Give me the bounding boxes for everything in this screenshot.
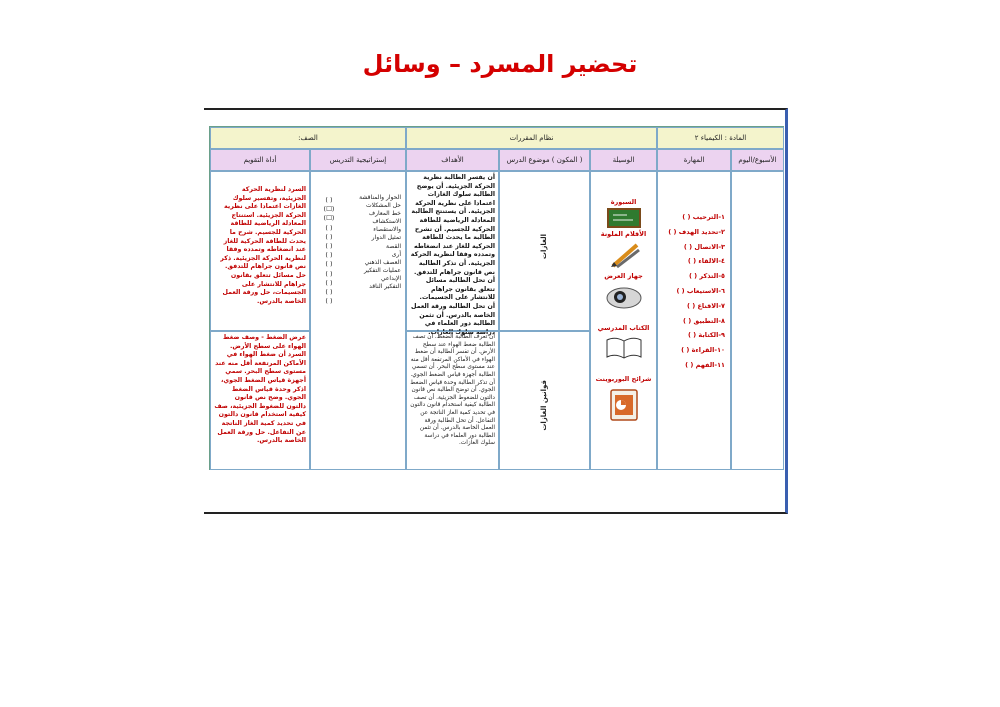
col-lesson-label: ( المكون ) موضوع الدرس: [506, 156, 583, 164]
col-week-day: [731, 149, 784, 171]
skill-item: ٧-الاقناع ( ): [687, 301, 725, 310]
strategy-checkbox[interactable]: ( ): [325, 260, 333, 269]
strategy-checkbox[interactable]: ( ): [325, 269, 333, 278]
strategy-item: العصف الذهني: [364, 258, 401, 266]
strategy-item: التفكير الناقد: [369, 283, 401, 291]
col-skill: [657, 149, 731, 171]
col-skill-label: المهارة: [683, 156, 705, 164]
col-lesson: [499, 149, 590, 171]
objectives-row1: أن يفسر الطالبة نظرية الحركة الجزيئية. أن يوضح الطالبة سلوك الغازات اعتمادا على نظرية الحركة الجزيئية. أن يستنتج الطالبة المعادلة الرياضية للطاقة الحركية للجسيم. أن تشرح الطالبة ما يحدث للطاقة الحركية للغاز عند انضغاطه وتمدده وفقا لنظرية الحركة الجزيئية. أن تذكر الطالبة نص قانون جراهام للتدفق. أن تحل الطالبة مسائل تتعلق بقانون جراهام للانتشار على الجسيمات. أن تحل الطالبة ورقة العمل الخاصة بالدرس. أن تثمن الطالبة دور العلماء في دراسة سلوك الغازات.: [406, 171, 499, 331]
skill-item: ٩-الكتابة ( ): [687, 331, 725, 340]
tool-blackboard-label: السبورة: [610, 198, 637, 206]
strategy-item: عمليات التفكير: [363, 266, 401, 274]
strategy-checkbox[interactable]: ( ): [325, 196, 333, 204]
strategy-item: خط المعارف: [368, 210, 401, 218]
tool-slides-label: شرائح البوربوينت: [595, 375, 652, 383]
strategy-item: القصة: [386, 242, 401, 250]
strategy-item: أرى: [391, 250, 401, 258]
assessment-row2: عرض الضغط - وصف ضغط الهواء على سطح الأرض. السرد أن ضغط الهواء في الأماكن المرتفعة أقل منه عند مستوى سطح البحر. سمي أجهزة قياس الضغط الجوي، اذكر وحدة قياس الضغط الجوي. وضح نص قانون دالتون للضغوط الجزيئية، صف كيفية استخدام قانون دالتون في تحديد كمية الغاز الناتجة عن التفاعل. حل ورقة العمل الخاصة بالدرس.: [210, 331, 310, 470]
strategy-checkbox[interactable]: ( ): [325, 278, 333, 287]
strategy-checkbox[interactable]: ( ): [325, 242, 333, 251]
strategy-cell: [310, 171, 406, 470]
strategy-checkbox[interactable]: ( ): [325, 251, 333, 260]
skill-item: ٨-التطبيق ( ): [683, 316, 725, 325]
col-objectives-label: الأهداف: [441, 156, 464, 164]
col-strategy-label: إستراتيجية التدريس: [329, 156, 387, 164]
subject-header: [657, 127, 784, 149]
skill-item: ١٠-القراءة ( ): [681, 346, 725, 355]
grade-header: [210, 127, 406, 149]
col-week-day-label: الأسبوع/اليوم: [738, 156, 777, 164]
skill-item: ٦-الاستيعاب ( ): [676, 286, 725, 295]
tool-markers-label: الأقلام الملونة: [600, 230, 647, 238]
subject-label: المادة : الكيمياء ٢: [694, 134, 747, 142]
strategy-checkbox[interactable]: (☐): [323, 205, 335, 214]
pencils-icon: [609, 242, 641, 268]
strategy-item: الاستكشاف: [372, 218, 401, 226]
skill-item: ٤-الالقاء ( ): [687, 257, 725, 266]
skill-item: ١-الترحيب ( ): [682, 213, 725, 221]
lesson-cell-row2: [499, 331, 590, 470]
book-icon: [605, 334, 643, 360]
tool-textbook-label: الكتاب المدرسي: [597, 324, 650, 332]
strategy-item: الإبداعي: [380, 274, 401, 282]
lesson-cell-row1: [499, 171, 590, 331]
lesson-plan-table: [209, 126, 784, 470]
col-strategy: [310, 149, 406, 171]
powerpoint-icon: [608, 388, 640, 422]
lesson-title: قوانين الغازات: [540, 380, 548, 431]
strategy-item: حل المشكلات: [365, 202, 401, 210]
strategy-item: الحوار والمناقشة: [359, 194, 401, 201]
unit-header: [406, 127, 657, 149]
page-title: تحضير المسرد – وسائل: [362, 50, 638, 78]
objectives-row2: أن تعرف الطالبة الضغط. أن تصف الطالبة ضغط الهواء عند سطح الأرض. أن تفسر الطالبة أن ضغط الهواء في الأماكن المرتفعة أقل منه عند مستوى سطح البحر. أن تسمي الطالبة أجهزة قياس الضغط الجوي. أن تذكر الطالبة وحدة قياس الضغط الجوي. أن توضح الطالبة نص قانون دالتون للضغوط الجزيئية. أن تصف الطالبة كيفية استخدام قانون دالتون في تحديد كمية الغاز الناتجة عن التفاعل. أن تحل الطالبة ورقة العمل الخاصة بالدرس. أن تثمن الطالبة دور العلماء في دراسة سلوك الغازات.: [406, 331, 499, 470]
col-tools-label: الوسيلة: [612, 156, 635, 164]
skill-item: ١١-الفهم ( ): [685, 360, 725, 369]
tool-projector-label: جهاز العرض: [604, 272, 643, 280]
strategy-checkbox[interactable]: ( ): [325, 232, 333, 241]
skills-cell: [657, 171, 731, 470]
col-assessment-label: أداة التقويم: [243, 156, 277, 164]
col-objectives: [406, 149, 499, 171]
skill-item: ٥-التذكر ( ): [688, 272, 725, 281]
col-assessment: [210, 149, 310, 171]
skill-item: ٢-تحديد الهدف ( ): [668, 227, 725, 236]
col-tools: [590, 149, 657, 171]
strategy-checkbox[interactable]: ( ): [325, 297, 333, 306]
unit-label: نظام المقررات: [509, 134, 554, 142]
strategy-checkboxes: [317, 196, 341, 306]
strategy-list: [343, 194, 401, 291]
strategy-item: والاستقصاء: [373, 226, 401, 234]
strategy-checkbox[interactable]: ( ): [325, 288, 333, 297]
week-day-cell: [731, 171, 784, 470]
strategy-checkbox[interactable]: ( ): [325, 223, 333, 232]
lesson-title: الغازات: [540, 234, 548, 260]
skill-item: ٣-الاتصال ( ): [683, 242, 725, 251]
assessment-row1: السرد لنظرية الحركة الجزيئية، وتفسير سلوك الغازات اعتمادا على نظرية الحركة الجزيئية. استنتاج المعادلة الرياضية للطاقة الحركية للجسيم. شرح ما يحدث للطاقة الحركية للغاز عند انضغاطه وتمدده وفقا لنظرية الحركة الجزيئية. ذكر نص قانون جراهام للتدفق. حل مسائل تتعلق بقانون جراهام للانتشار على الجسيمات، حل ورقة العمل الخاصة بالدرس.: [210, 171, 310, 331]
grade-label: الصف:: [298, 134, 318, 142]
strategy-item: تمثيل الدوار: [371, 234, 401, 242]
projector-icon: [605, 282, 643, 310]
strategy-checkbox[interactable]: (☐): [323, 214, 335, 223]
blackboard-icon: [607, 208, 641, 228]
tools-cell: [590, 171, 657, 470]
